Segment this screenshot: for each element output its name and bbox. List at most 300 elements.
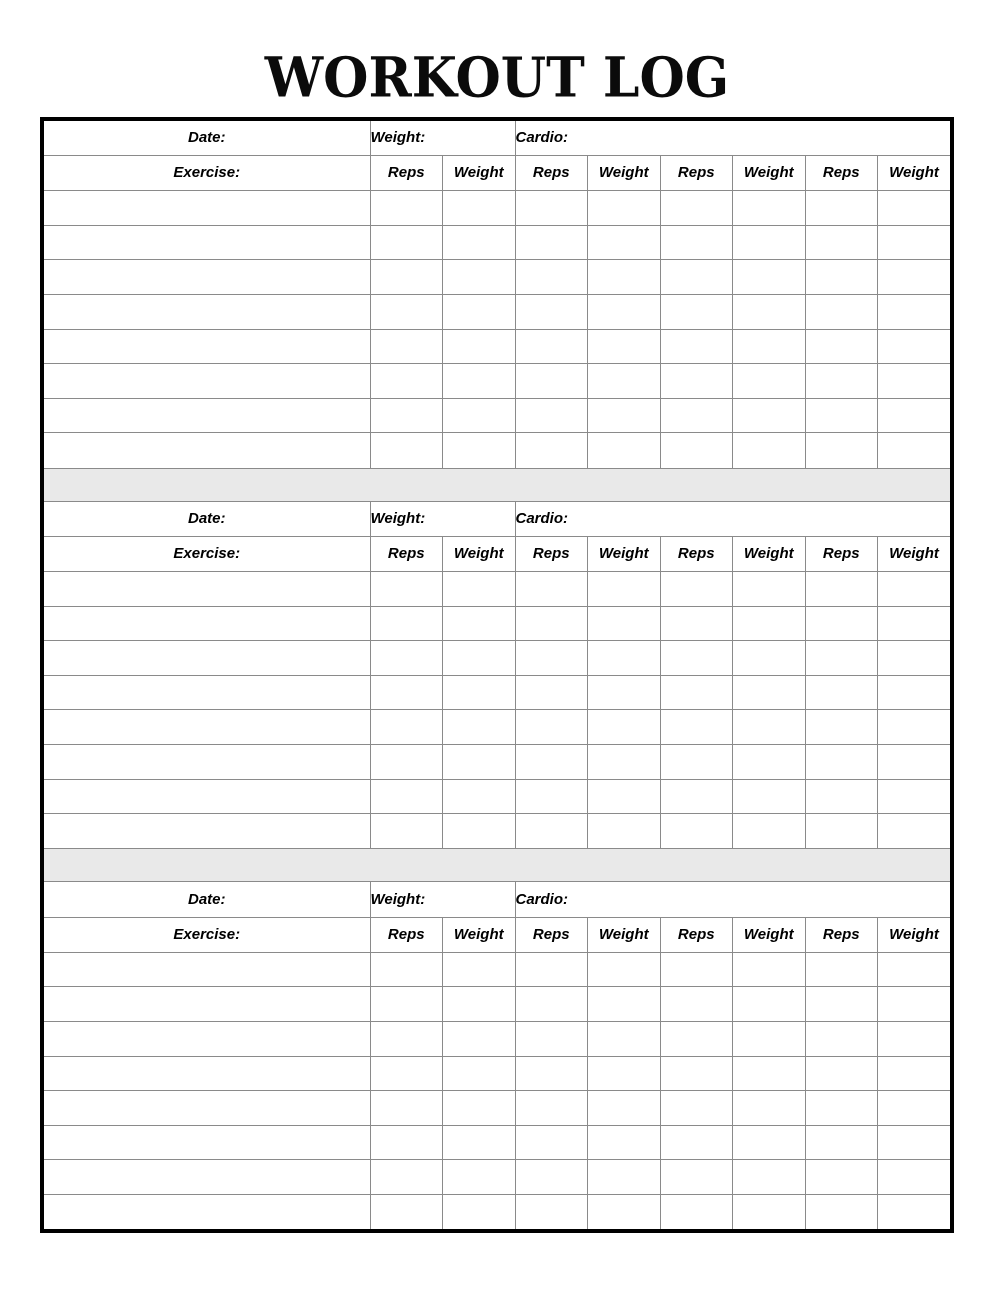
weight-entry-cell: [443, 1021, 516, 1056]
reps-entry-cell: [370, 1125, 443, 1160]
cardio-label: Cardio:: [515, 890, 568, 908]
section-meta-row: [44, 121, 950, 156]
weight-column-header: [733, 537, 806, 572]
weight-column-header: [878, 917, 951, 952]
reps-entry-cell: [515, 398, 588, 433]
entry-row: [44, 572, 950, 607]
reps-entry-cell: [370, 1091, 443, 1126]
weight-entry-cell: [443, 1160, 516, 1195]
reps-entry-cell: [805, 260, 878, 295]
weight-column-header: [733, 156, 806, 191]
weight-entry-cell: [588, 987, 661, 1022]
reps-entry-cell: [370, 1021, 443, 1056]
exercise-entry-cell: [44, 191, 370, 226]
weight-entry-cell: [733, 641, 806, 676]
entry-row: [44, 987, 950, 1022]
reps-entry-cell: [805, 398, 878, 433]
reps-entry-cell: [515, 606, 588, 641]
weight-entry-cell: [878, 572, 951, 607]
entry-row: [44, 1091, 950, 1126]
weight-entry-cell: [733, 1021, 806, 1056]
reps-entry-cell: [660, 1021, 733, 1056]
weight-entry-cell: [588, 710, 661, 745]
reps-label: Reps: [387, 925, 425, 943]
reps-entry-cell: [660, 295, 733, 330]
reps-entry-cell: [805, 606, 878, 641]
reps-column-header: [805, 156, 878, 191]
reps-label: Reps: [532, 925, 570, 943]
reps-entry-cell: [515, 329, 588, 364]
reps-entry-cell: [515, 1021, 588, 1056]
weight-entry-cell: [878, 1091, 951, 1126]
weight-column-header: [878, 156, 951, 191]
reps-label: Reps: [822, 925, 860, 943]
reps-entry-cell: [660, 1091, 733, 1126]
weight-entry-cell: [443, 952, 516, 987]
reps-entry-cell: [805, 1194, 878, 1229]
reps-label: Reps: [387, 545, 425, 563]
reps-entry-cell: [370, 1194, 443, 1229]
reps-entry-cell: [515, 641, 588, 676]
exercise-entry-cell: [44, 329, 370, 364]
weight-entry-cell: [733, 606, 806, 641]
bodyweight-field: [370, 882, 515, 917]
reps-entry-cell: [805, 710, 878, 745]
column-header-row: [44, 537, 950, 572]
cardio-field: [515, 121, 950, 156]
weight-column-header: [878, 537, 951, 572]
weight-entry-cell: [733, 675, 806, 710]
date-field: [44, 502, 370, 537]
reps-entry-cell: [515, 225, 588, 260]
reps-entry-cell: [370, 364, 443, 399]
exercise-entry-cell: [44, 1125, 370, 1160]
entry-row: [44, 329, 950, 364]
weight-entry-cell: [443, 225, 516, 260]
exercise-entry-cell: [44, 641, 370, 676]
entry-row: [44, 675, 950, 710]
reps-entry-cell: [805, 814, 878, 849]
reps-entry-cell: [370, 1160, 443, 1195]
reps-entry-cell: [660, 1160, 733, 1195]
reps-entry-cell: [660, 1056, 733, 1091]
weight-entry-cell: [878, 675, 951, 710]
bodyweight-field: [370, 121, 515, 156]
weight-column-header: [443, 917, 516, 952]
exercise-entry-cell: [44, 987, 370, 1022]
exercise-entry-cell: [44, 572, 370, 607]
reps-label: Reps: [822, 545, 860, 563]
reps-column-header: [515, 156, 588, 191]
reps-entry-cell: [660, 364, 733, 399]
weight-entry-cell: [443, 745, 516, 780]
weight-entry-cell: [733, 433, 806, 468]
exercise-column-header: [44, 917, 370, 952]
exercise-entry-cell: [44, 1056, 370, 1091]
reps-entry-cell: [370, 260, 443, 295]
weight-entry-cell: [443, 572, 516, 607]
reps-entry-cell: [805, 745, 878, 780]
weight-entry-cell: [878, 710, 951, 745]
weight-entry-cell: [733, 745, 806, 780]
weight-label: Weight: [453, 545, 504, 563]
weight-entry-cell: [443, 433, 516, 468]
entry-row: [44, 295, 950, 330]
weight-entry-cell: [878, 398, 951, 433]
reps-column-header: [805, 917, 878, 952]
weight-entry-cell: [878, 745, 951, 780]
exercise-entry-cell: [44, 364, 370, 399]
workout-log-table: [40, 117, 954, 1233]
weight-entry-cell: [588, 433, 661, 468]
weight-label: Weight: [598, 545, 649, 563]
exercise-entry-cell: [44, 675, 370, 710]
bodyweight-label: Weight:: [370, 509, 426, 527]
reps-entry-cell: [660, 225, 733, 260]
reps-entry-cell: [805, 433, 878, 468]
date-label: Date:: [187, 509, 226, 527]
exercise-entry-cell: [44, 225, 370, 260]
weight-entry-cell: [443, 987, 516, 1022]
weight-entry-cell: [443, 779, 516, 814]
reps-entry-cell: [660, 606, 733, 641]
weight-entry-cell: [733, 952, 806, 987]
weight-entry-cell: [588, 675, 661, 710]
entry-row: [44, 398, 950, 433]
weight-label: Weight: [889, 164, 939, 182]
date-field: [44, 121, 370, 156]
weight-column-header: [443, 156, 516, 191]
exercise-entry-cell: [44, 814, 370, 849]
page-title: WORKOUT LOG: [264, 45, 730, 111]
reps-label: Reps: [677, 545, 715, 563]
reps-entry-cell: [660, 641, 733, 676]
weight-entry-cell: [733, 398, 806, 433]
section-meta-row: [44, 502, 950, 537]
reps-entry-cell: [660, 779, 733, 814]
reps-entry-cell: [515, 952, 588, 987]
reps-column-header: [660, 156, 733, 191]
weight-entry-cell: [588, 1194, 661, 1229]
date-label: Date:: [187, 129, 226, 147]
reps-label: Reps: [677, 925, 715, 943]
weight-entry-cell: [443, 641, 516, 676]
section-meta-row: [44, 882, 950, 917]
reps-label: Reps: [387, 164, 425, 182]
exercise-column-header: [44, 537, 370, 572]
exercise-entry-cell: [44, 433, 370, 468]
weight-entry-cell: [588, 1021, 661, 1056]
reps-entry-cell: [660, 1125, 733, 1160]
reps-label: Reps: [822, 164, 860, 182]
reps-column-header: [660, 917, 733, 952]
column-header-row: [44, 156, 950, 191]
weight-entry-cell: [733, 987, 806, 1022]
reps-entry-cell: [805, 572, 878, 607]
reps-entry-cell: [660, 814, 733, 849]
exercise-entry-cell: [44, 779, 370, 814]
exercise-entry-cell: [44, 952, 370, 987]
weight-entry-cell: [588, 952, 661, 987]
reps-entry-cell: [370, 641, 443, 676]
reps-entry-cell: [515, 779, 588, 814]
weight-entry-cell: [733, 191, 806, 226]
weight-entry-cell: [733, 260, 806, 295]
reps-entry-cell: [805, 1160, 878, 1195]
weight-entry-cell: [733, 225, 806, 260]
bodyweight-field: [370, 502, 515, 537]
weight-entry-cell: [733, 814, 806, 849]
entry-row: [44, 191, 950, 226]
reps-entry-cell: [805, 329, 878, 364]
reps-column-header: [370, 537, 443, 572]
weight-entry-cell: [878, 295, 951, 330]
reps-entry-cell: [370, 433, 443, 468]
reps-entry-cell: [660, 433, 733, 468]
bodyweight-label: Weight:: [370, 129, 426, 147]
reps-entry-cell: [370, 710, 443, 745]
entry-row: [44, 745, 950, 780]
entry-row: [44, 225, 950, 260]
reps-entry-cell: [370, 606, 443, 641]
reps-column-header: [370, 917, 443, 952]
reps-column-header: [515, 537, 588, 572]
exercise-entry-cell: [44, 398, 370, 433]
date-field: [44, 882, 370, 917]
entry-row: [44, 1056, 950, 1091]
exercise-entry-cell: [44, 606, 370, 641]
weight-entry-cell: [878, 987, 951, 1022]
entry-row: [44, 606, 950, 641]
weight-entry-cell: [588, 1160, 661, 1195]
weight-label: Weight: [453, 164, 504, 182]
weight-label: Weight: [743, 545, 794, 563]
reps-entry-cell: [805, 1091, 878, 1126]
weight-column-header: [733, 917, 806, 952]
reps-entry-cell: [370, 225, 443, 260]
entry-row: [44, 1021, 950, 1056]
reps-entry-cell: [370, 191, 443, 226]
entry-row: [44, 1125, 950, 1160]
reps-entry-cell: [805, 225, 878, 260]
reps-column-header: [370, 156, 443, 191]
exercise-entry-cell: [44, 1091, 370, 1126]
reps-entry-cell: [805, 987, 878, 1022]
weight-entry-cell: [443, 814, 516, 849]
weight-entry-cell: [588, 641, 661, 676]
reps-entry-cell: [660, 1194, 733, 1229]
reps-column-header: [515, 917, 588, 952]
weight-entry-cell: [588, 814, 661, 849]
reps-entry-cell: [660, 987, 733, 1022]
reps-entry-cell: [805, 295, 878, 330]
weight-entry-cell: [733, 364, 806, 399]
date-label: Date:: [187, 890, 226, 908]
reps-entry-cell: [660, 191, 733, 226]
reps-entry-cell: [515, 191, 588, 226]
weight-entry-cell: [878, 329, 951, 364]
weight-entry-cell: [588, 295, 661, 330]
weight-entry-cell: [733, 1160, 806, 1195]
weight-entry-cell: [443, 675, 516, 710]
reps-entry-cell: [515, 710, 588, 745]
weight-entry-cell: [878, 433, 951, 468]
weight-label: Weight: [598, 164, 649, 182]
weight-entry-cell: [878, 1125, 951, 1160]
workout-section: [44, 882, 950, 1229]
weight-entry-cell: [878, 1056, 951, 1091]
weight-entry-cell: [733, 710, 806, 745]
section-separator: [44, 468, 950, 502]
reps-entry-cell: [515, 260, 588, 295]
weight-entry-cell: [878, 606, 951, 641]
reps-entry-cell: [660, 398, 733, 433]
weight-entry-cell: [588, 398, 661, 433]
cardio-field: [515, 882, 950, 917]
weight-entry-cell: [878, 1194, 951, 1229]
weight-entry-cell: [443, 329, 516, 364]
reps-entry-cell: [515, 745, 588, 780]
reps-entry-cell: [660, 675, 733, 710]
weight-entry-cell: [588, 225, 661, 260]
exercise-entry-cell: [44, 260, 370, 295]
weight-entry-cell: [588, 779, 661, 814]
weight-entry-cell: [733, 1194, 806, 1229]
reps-label: Reps: [532, 545, 570, 563]
weight-label: Weight: [743, 925, 794, 943]
weight-entry-cell: [588, 606, 661, 641]
entry-row: [44, 814, 950, 849]
weight-entry-cell: [733, 1056, 806, 1091]
weight-entry-cell: [733, 572, 806, 607]
reps-column-header: [805, 537, 878, 572]
weight-entry-cell: [733, 295, 806, 330]
entry-row: [44, 952, 950, 987]
cardio-label: Cardio:: [515, 129, 568, 147]
reps-entry-cell: [515, 1160, 588, 1195]
weight-entry-cell: [443, 1091, 516, 1126]
reps-entry-cell: [805, 364, 878, 399]
exercise-entry-cell: [44, 295, 370, 330]
weight-entry-cell: [878, 814, 951, 849]
reps-entry-cell: [805, 1056, 878, 1091]
exercise-entry-cell: [44, 1160, 370, 1195]
reps-entry-cell: [805, 779, 878, 814]
weight-entry-cell: [878, 1021, 951, 1056]
reps-entry-cell: [370, 952, 443, 987]
reps-entry-cell: [515, 987, 588, 1022]
reps-entry-cell: [370, 398, 443, 433]
reps-entry-cell: [370, 675, 443, 710]
reps-entry-cell: [660, 710, 733, 745]
weight-entry-cell: [878, 260, 951, 295]
reps-entry-cell: [370, 1056, 443, 1091]
weight-entry-cell: [588, 364, 661, 399]
entry-row: [44, 364, 950, 399]
exercise-label: Exercise:: [173, 545, 241, 563]
weight-entry-cell: [443, 1056, 516, 1091]
reps-entry-cell: [805, 1125, 878, 1160]
entry-row: [44, 641, 950, 676]
weight-entry-cell: [878, 191, 951, 226]
weight-entry-cell: [733, 329, 806, 364]
weight-entry-cell: [878, 1160, 951, 1195]
weight-entry-cell: [588, 1125, 661, 1160]
weight-label: Weight: [889, 545, 939, 563]
weight-entry-cell: [733, 779, 806, 814]
weight-label: Weight: [453, 925, 504, 943]
reps-entry-cell: [515, 1125, 588, 1160]
weight-entry-cell: [733, 1125, 806, 1160]
weight-entry-cell: [443, 364, 516, 399]
weight-entry-cell: [588, 745, 661, 780]
reps-entry-cell: [660, 745, 733, 780]
reps-entry-cell: [805, 191, 878, 226]
reps-entry-cell: [805, 675, 878, 710]
reps-entry-cell: [370, 779, 443, 814]
weight-entry-cell: [443, 398, 516, 433]
weight-entry-cell: [733, 1091, 806, 1126]
weight-entry-cell: [443, 1194, 516, 1229]
weight-entry-cell: [588, 572, 661, 607]
exercise-label: Exercise:: [173, 164, 241, 182]
reps-entry-cell: [515, 1194, 588, 1229]
exercise-entry-cell: [44, 1194, 370, 1229]
entry-row: [44, 710, 950, 745]
reps-entry-cell: [515, 295, 588, 330]
workout-section: [44, 121, 950, 468]
reps-entry-cell: [515, 675, 588, 710]
reps-entry-cell: [370, 745, 443, 780]
reps-entry-cell: [370, 814, 443, 849]
reps-entry-cell: [515, 1091, 588, 1126]
entry-row: [44, 260, 950, 295]
reps-label: Reps: [677, 164, 715, 182]
weight-label: Weight: [743, 164, 794, 182]
weight-label: Weight: [598, 925, 649, 943]
reps-entry-cell: [515, 1056, 588, 1091]
weight-entry-cell: [878, 641, 951, 676]
weight-column-header: [588, 156, 661, 191]
reps-entry-cell: [660, 329, 733, 364]
weight-entry-cell: [878, 225, 951, 260]
reps-label: Reps: [532, 164, 570, 182]
weight-entry-cell: [443, 191, 516, 226]
weight-entry-cell: [443, 606, 516, 641]
cardio-label: Cardio:: [515, 509, 568, 527]
exercise-entry-cell: [44, 710, 370, 745]
weight-entry-cell: [878, 952, 951, 987]
weight-column-header: [588, 917, 661, 952]
weight-entry-cell: [443, 710, 516, 745]
weight-entry-cell: [878, 364, 951, 399]
reps-entry-cell: [805, 1021, 878, 1056]
exercise-entry-cell: [44, 745, 370, 780]
reps-entry-cell: [515, 572, 588, 607]
section-separator: [44, 848, 950, 882]
weight-entry-cell: [588, 260, 661, 295]
entry-row: [44, 433, 950, 468]
weight-entry-cell: [588, 1056, 661, 1091]
weight-entry-cell: [443, 260, 516, 295]
weight-entry-cell: [878, 779, 951, 814]
reps-entry-cell: [370, 572, 443, 607]
bodyweight-label: Weight:: [370, 890, 426, 908]
reps-entry-cell: [370, 987, 443, 1022]
weight-entry-cell: [588, 1091, 661, 1126]
weight-label: Weight: [889, 925, 939, 943]
reps-entry-cell: [370, 329, 443, 364]
